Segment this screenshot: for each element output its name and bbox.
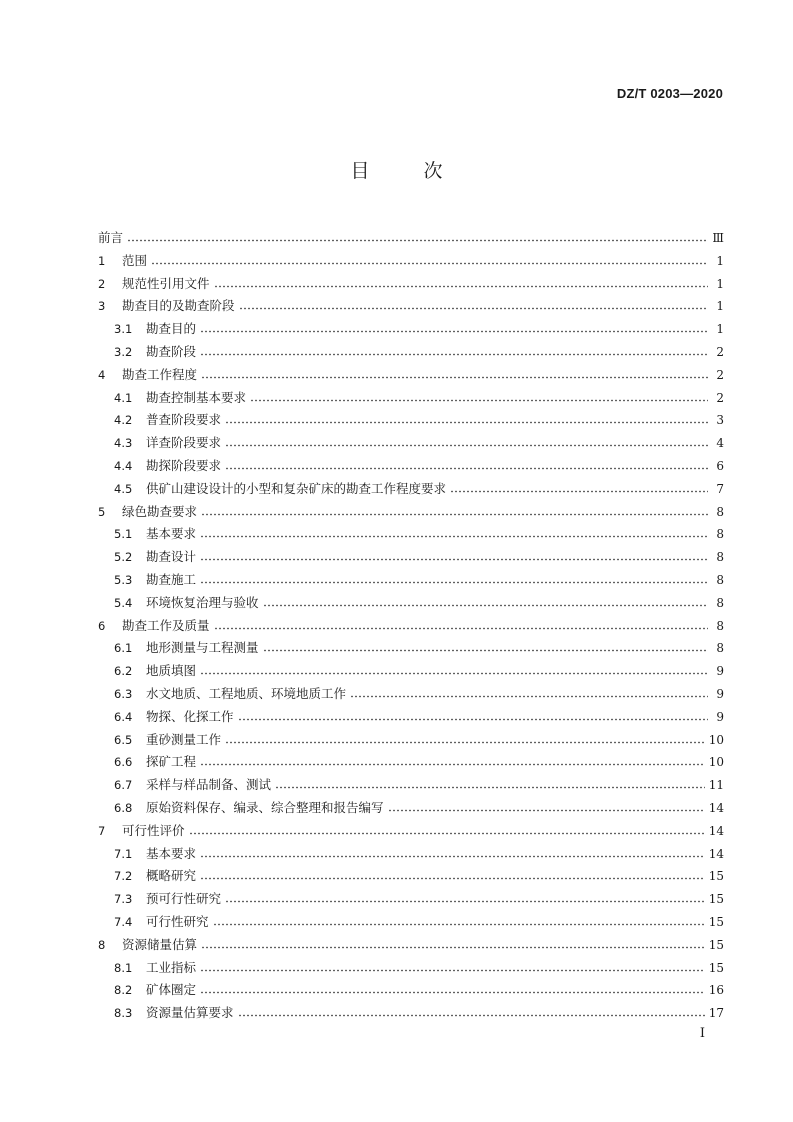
toc-entry-number: 4 bbox=[98, 367, 106, 382]
toc-entry[interactable] bbox=[114, 316, 724, 336]
toc-entry-page: 8 bbox=[716, 550, 724, 565]
toc-entry-page: 15 bbox=[708, 869, 724, 884]
toc-entry-label: 地质填图 bbox=[146, 663, 197, 679]
dot-leader bbox=[127, 239, 708, 242]
toc-entry[interactable] bbox=[98, 499, 724, 519]
toc-entry-label: 勘查设计 bbox=[146, 549, 197, 565]
dot-leader bbox=[275, 786, 705, 789]
toc-entry-label: 基本要求 bbox=[146, 526, 197, 542]
dot-leader bbox=[450, 490, 708, 493]
toc-entry[interactable] bbox=[114, 704, 724, 724]
toc-entry[interactable] bbox=[114, 727, 724, 747]
toc-entry-label: 重砂测量工作 bbox=[146, 731, 222, 747]
toc-entry[interactable] bbox=[114, 476, 724, 496]
toc-entry[interactable] bbox=[114, 749, 724, 769]
toc-entry-number: 5.4 bbox=[114, 595, 133, 610]
toc-entry-number: 8.2 bbox=[114, 983, 133, 998]
dot-leader bbox=[200, 763, 705, 766]
toc-entry-label: 物探、化探工作 bbox=[146, 708, 234, 724]
toc-entry-number: 4.5 bbox=[114, 481, 133, 496]
dot-leader bbox=[214, 627, 708, 630]
dot-leader bbox=[225, 741, 705, 744]
toc-entry-page: 1 bbox=[716, 253, 724, 268]
dot-leader bbox=[200, 855, 705, 858]
toc-entry[interactable] bbox=[114, 1000, 724, 1020]
toc-entry-page: 9 bbox=[716, 664, 724, 679]
toc-entry-number: 7.1 bbox=[114, 846, 133, 861]
toc-entry-label: 探矿工程 bbox=[146, 754, 197, 770]
toc-entry-page: 9 bbox=[716, 709, 724, 724]
toc-entry[interactable] bbox=[114, 635, 724, 655]
toc-entry-label: 地形测量与工程测量 bbox=[146, 640, 259, 656]
dot-leader bbox=[200, 558, 708, 561]
toc-entry-number: 8.1 bbox=[114, 960, 133, 975]
dot-leader bbox=[189, 832, 705, 835]
toc-entry-page: 8 bbox=[716, 595, 724, 610]
toc-entry-number: 8.3 bbox=[114, 1006, 133, 1021]
toc-entry-number: 3.1 bbox=[114, 322, 133, 337]
toc-entry-page: 14 bbox=[708, 823, 724, 838]
toc-entry-page: 8 bbox=[716, 527, 724, 542]
toc-entry-number: 6 bbox=[98, 618, 106, 633]
toc-entry[interactable] bbox=[98, 248, 724, 268]
toc-entry-page: 16 bbox=[708, 983, 724, 998]
toc-entry-label: 勘查工作程度 bbox=[122, 366, 198, 382]
toc-entry-page: 14 bbox=[708, 846, 724, 861]
toc-entry[interactable] bbox=[114, 772, 724, 792]
page-title: 目 次 bbox=[350, 160, 467, 182]
toc-entry-number: 4.2 bbox=[114, 413, 133, 428]
dot-leader bbox=[239, 307, 708, 310]
toc-entry-page: 2 bbox=[716, 345, 724, 359]
toc-entry-number: 5.1 bbox=[114, 527, 133, 542]
toc-entry[interactable] bbox=[114, 430, 724, 450]
toc-entry-number: 6.5 bbox=[114, 732, 133, 747]
toc-entry-label: 前言 bbox=[98, 230, 124, 245]
toc-entry[interactable] bbox=[114, 385, 724, 405]
toc-entry[interactable] bbox=[114, 567, 724, 587]
toc-entry-label: 勘查工作及质量 bbox=[122, 617, 210, 633]
toc-entry[interactable] bbox=[114, 453, 724, 473]
toc-entry[interactable] bbox=[114, 886, 724, 906]
toc-entry-label: 范围 bbox=[122, 252, 148, 268]
toc-entry[interactable] bbox=[114, 658, 724, 678]
toc-entry[interactable] bbox=[114, 955, 724, 975]
dot-leader bbox=[225, 900, 705, 903]
dot-leader bbox=[200, 877, 705, 880]
toc-entry-page: 3 bbox=[716, 413, 724, 428]
toc-entry-page: Ⅲ bbox=[712, 231, 724, 245]
toc-entry[interactable] bbox=[98, 932, 724, 952]
toc-entry[interactable] bbox=[114, 339, 724, 359]
toc-entry-number: 4.1 bbox=[114, 390, 133, 405]
toc-entry-label: 原始资料保存、编录、综合整理和报告编写 bbox=[146, 800, 384, 815]
toc-entry[interactable] bbox=[114, 407, 724, 427]
dot-leader bbox=[201, 513, 708, 516]
toc-entry[interactable] bbox=[114, 909, 724, 929]
toc-entry-label: 工业指标 bbox=[146, 959, 197, 975]
toc-entry-number: 6.7 bbox=[114, 778, 133, 793]
toc-entry-page: 7 bbox=[716, 481, 724, 496]
dot-leader bbox=[238, 1014, 705, 1017]
toc-entry[interactable] bbox=[98, 225, 724, 245]
dot-leader bbox=[200, 330, 708, 333]
toc-entry-number: 4.4 bbox=[114, 459, 133, 473]
dot-leader bbox=[250, 399, 708, 402]
toc-entry-label: 采样与样品制备、测试 bbox=[146, 777, 272, 793]
toc-entry-label: 勘查目的 bbox=[146, 321, 197, 337]
toc-entry-number: 7 bbox=[98, 823, 106, 838]
toc-entry-number: 7.2 bbox=[114, 869, 133, 884]
toc-entry-label: 绿色勘查要求 bbox=[122, 503, 198, 519]
toc-entry-label: 矿体圈定 bbox=[146, 982, 197, 998]
dot-leader bbox=[200, 581, 708, 584]
toc-entry-label: 勘探阶段要求 bbox=[146, 458, 222, 473]
toc-entry-label: 勘查施工 bbox=[146, 572, 197, 587]
toc-entry-page: 15 bbox=[708, 915, 724, 929]
toc-entry[interactable] bbox=[114, 841, 724, 861]
toc-entry-label: 普查阶段要求 bbox=[146, 412, 222, 428]
toc-entry-label: 可行性研究 bbox=[146, 914, 209, 929]
toc-entry[interactable] bbox=[98, 293, 724, 313]
dot-leader bbox=[213, 923, 705, 926]
toc-entry-label: 概略研究 bbox=[146, 868, 197, 884]
toc-entry-number: 7.3 bbox=[114, 892, 133, 907]
dot-leader bbox=[225, 467, 708, 470]
toc-entry[interactable] bbox=[98, 818, 724, 838]
toc-entry-page: 17 bbox=[708, 1006, 724, 1021]
toc-entry-label: 勘查控制基本要求 bbox=[146, 389, 247, 405]
toc-entry-number: 3 bbox=[98, 299, 106, 314]
toc-entry-number: 8 bbox=[98, 937, 106, 952]
toc-entry-page: 14 bbox=[708, 801, 724, 815]
toc-entry[interactable] bbox=[114, 977, 724, 997]
toc-entry-label: 供矿山建设设计的小型和复杂矿床的勘查工作程度要求 bbox=[146, 480, 447, 496]
toc-entry-label: 预可行性研究 bbox=[146, 891, 222, 907]
toc-entry-label: 资源量估算要求 bbox=[146, 1005, 234, 1021]
toc-entry-number: 3.2 bbox=[114, 345, 133, 359]
toc-entry-number: 6.8 bbox=[114, 801, 133, 815]
toc-entry-page: 15 bbox=[708, 892, 724, 907]
toc-entry-label: 环境恢复治理与验收 bbox=[146, 594, 259, 610]
toc-entry-label: 资源储量估算 bbox=[122, 936, 198, 952]
standard-code: DZ/T 0203—2020 bbox=[616, 86, 723, 101]
toc-entry-number: 4.3 bbox=[114, 436, 133, 451]
toc-entry[interactable] bbox=[98, 271, 724, 291]
toc-entry-page: 10 bbox=[708, 755, 724, 770]
dot-leader bbox=[263, 649, 708, 652]
toc-entry-label: 勘查阶段 bbox=[146, 344, 197, 359]
toc-entry-number: 6.4 bbox=[114, 709, 133, 724]
toc-entry-number: 5.3 bbox=[114, 573, 133, 587]
dot-leader bbox=[201, 376, 708, 379]
dot-leader bbox=[350, 695, 708, 698]
toc-entry-number: 6.1 bbox=[114, 641, 133, 656]
dot-leader bbox=[225, 421, 708, 424]
toc-entry-page: 10 bbox=[708, 732, 724, 747]
dot-leader bbox=[214, 285, 708, 288]
toc-entry[interactable] bbox=[114, 795, 724, 815]
toc-entry-page: 1 bbox=[716, 322, 724, 337]
dot-leader bbox=[225, 444, 708, 447]
dot-leader bbox=[151, 262, 708, 265]
dot-leader bbox=[200, 969, 705, 972]
toc-entry[interactable] bbox=[114, 544, 724, 564]
toc-entry-page: 8 bbox=[716, 641, 724, 656]
toc-entry-label: 勘查目的及勘查阶段 bbox=[122, 298, 235, 314]
toc-entry-label: 基本要求 bbox=[146, 845, 197, 861]
toc-entry-number: 5 bbox=[98, 504, 106, 519]
dot-leader bbox=[200, 991, 705, 994]
toc-entry[interactable] bbox=[114, 681, 724, 701]
toc-entry-page: 4 bbox=[716, 436, 724, 451]
toc-entry-number: 2 bbox=[98, 276, 106, 291]
toc-entry-page: 6 bbox=[716, 459, 724, 473]
toc-entry-number: 1 bbox=[98, 253, 106, 268]
toc-entry-page: 2 bbox=[716, 390, 724, 405]
dot-leader bbox=[200, 535, 708, 538]
toc-entry-number: 5.2 bbox=[114, 550, 133, 565]
dot-leader bbox=[238, 718, 708, 721]
toc-entry-number: 6.3 bbox=[114, 687, 133, 701]
dot-leader bbox=[201, 946, 705, 949]
toc-entry-page: 2 bbox=[716, 367, 724, 382]
toc-entry-number: 6.2 bbox=[114, 664, 133, 679]
toc-entry-page: 1 bbox=[716, 299, 724, 314]
toc-entry-label: 规范性引用文件 bbox=[122, 275, 210, 291]
toc-entry-page: 9 bbox=[716, 687, 724, 701]
dot-leader bbox=[388, 809, 705, 812]
toc-entry-page: 11 bbox=[708, 778, 724, 793]
toc-entry-number: 6.6 bbox=[114, 755, 133, 770]
toc-entry[interactable] bbox=[98, 362, 724, 382]
toc-entry-label: 详查阶段要求 bbox=[146, 435, 222, 451]
toc-entry-page: 15 bbox=[708, 960, 724, 975]
toc-entry-page: 8 bbox=[716, 504, 724, 519]
toc-entry[interactable] bbox=[114, 590, 724, 610]
toc-entry-page: 15 bbox=[708, 937, 724, 952]
toc-entry[interactable] bbox=[114, 863, 724, 883]
toc-entry-label: 可行性评价 bbox=[122, 822, 185, 838]
dot-leader bbox=[263, 604, 708, 607]
toc-entry-page: 8 bbox=[716, 573, 724, 587]
toc-entry[interactable] bbox=[114, 521, 724, 541]
page-number: Ⅰ bbox=[699, 1026, 705, 1041]
toc-entry[interactable] bbox=[98, 613, 724, 633]
dot-leader bbox=[200, 672, 708, 675]
dot-leader bbox=[200, 353, 708, 356]
toc-entry-page: 8 bbox=[716, 618, 724, 633]
toc-entry-number: 7.4 bbox=[114, 915, 133, 929]
toc-entry-page: 1 bbox=[716, 276, 724, 291]
toc-entry-label: 水文地质、工程地质、环境地质工作 bbox=[146, 686, 347, 701]
